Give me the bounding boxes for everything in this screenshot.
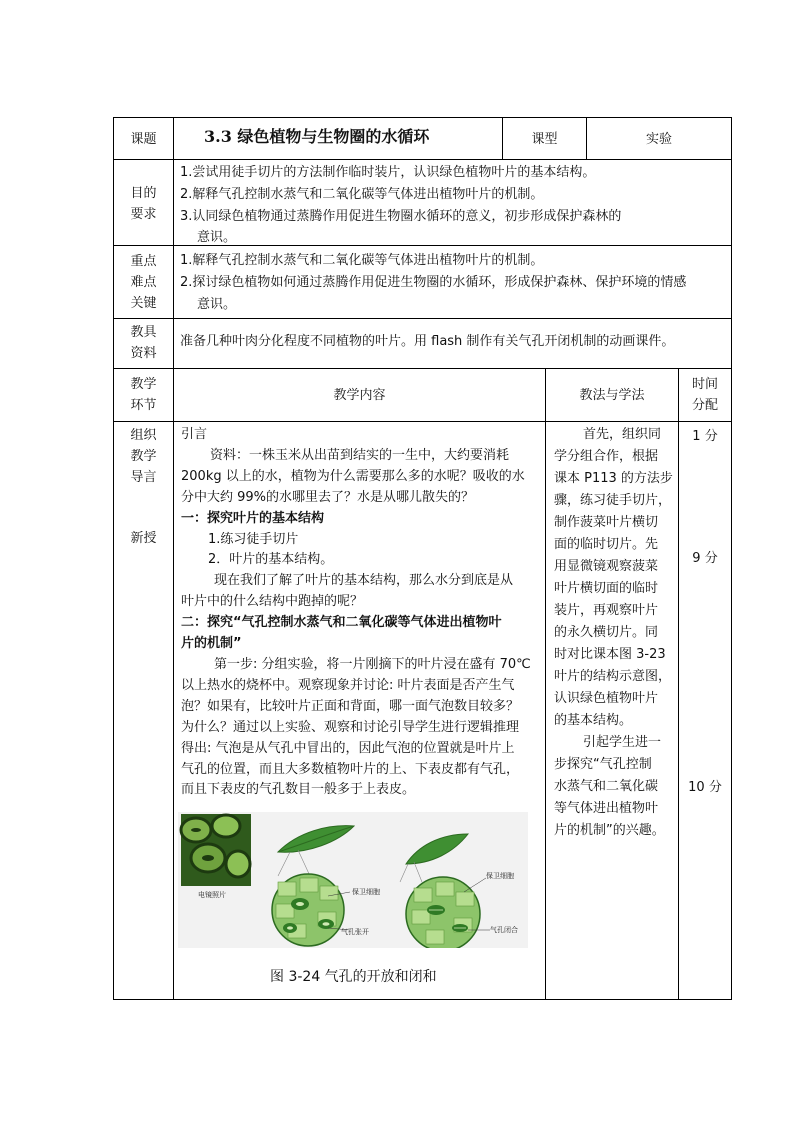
method-line: 装片，再观察叶片 — [554, 603, 659, 618]
step-line: 而且下表皮的气孔数目一般多于上表皮。 — [181, 782, 416, 797]
transition-line: 现在我们了解了叶片的基本结构，那么水分到底是从 — [214, 573, 514, 588]
stomata-figure — [178, 812, 528, 948]
figure-label-photo: 电镜照片 — [198, 891, 226, 899]
method-line: 的永久横切片。同 — [554, 625, 659, 640]
topic-label: 课题 — [130, 132, 157, 147]
col-section-header: 教学 环节 — [130, 377, 157, 413]
col-time-header: 时间 分配 — [691, 377, 718, 413]
method-line: 水蒸气和二氧化碳 — [554, 779, 659, 794]
keypoint-item: 2.探讨绿色植物如何通过蒸腾作用促进生物圈的水循环，形成保护森林、保护环境的情感 — [180, 275, 687, 290]
method-line: 面的临时切片。先 — [554, 537, 659, 552]
goal-item: 2.解释气孔控制水蒸气和二氧化碳等气体进出植物叶片的机制。 — [180, 187, 544, 202]
part1-item: 2．叶片的基本结构。 — [208, 552, 334, 567]
goal-item: 1.尝试用徒手切片的方法制作临时装片，认识绿色植物叶片的基本结构。 — [180, 165, 596, 180]
method-line: 用显微镜观察菠菜 — [554, 559, 659, 574]
method-line: 首先，组织同 — [583, 427, 662, 442]
time-value: 9 分 — [692, 551, 718, 566]
section-intro-label: 组织 教学 导言 — [130, 428, 157, 485]
intro-line: 分中大约 99%的水哪里去了？水是从哪儿散失的？ — [181, 490, 475, 505]
method-line: 步探究“气孔控制 — [554, 757, 652, 772]
part1-item: 1.练习徒手切片 — [208, 532, 299, 547]
figure-label-guard-cell-open: 保卫细胞 — [352, 888, 380, 896]
type-label: 课型 — [531, 132, 558, 147]
method-line: 片的机制”的兴趣。 — [554, 823, 665, 838]
method-line: 的基本结构。 — [554, 713, 633, 728]
keypoint-item: 意识。 — [197, 297, 237, 312]
section-new-label: 新授 — [130, 531, 157, 546]
intro-line: 资料：一株玉米从出苗到结实的一生中，大约要消耗 — [210, 448, 510, 463]
method-line: 等气体进出植物叶 — [554, 801, 659, 816]
type-value: 实验 — [645, 132, 672, 147]
col-content-header: 教学内容 — [333, 388, 386, 403]
method-line: 叶片的结构示意图， — [554, 669, 672, 684]
method-line: 引起学生进一 — [583, 735, 662, 750]
method-line: 认识绿色植物叶片 — [554, 691, 659, 706]
part2-heading: 二：探究“气孔控制水蒸气和二氧化碳等气体进出植物叶 — [181, 615, 502, 630]
part2-heading: 片的机制” — [181, 636, 242, 651]
figure-label-stoma-closed: 气孔闭合 — [490, 926, 518, 934]
intro-heading: 引言 — [181, 427, 208, 442]
goal-item: 意识。 — [197, 230, 237, 245]
keypoints-label: 重点 难点 关键 — [130, 254, 157, 311]
lesson-title: 3.3 绿色植物与生物圈的水循环 — [204, 127, 430, 146]
micrograph-photo — [181, 814, 251, 886]
goals-label: 目的 要求 — [130, 186, 157, 222]
method-line: 叶片横切面的临时 — [554, 581, 659, 596]
materials-text: 准备几种叶肉分化程度不同植物的叶片。用 flash 制作有关气孔开闭机制的动画课件。 — [180, 334, 675, 349]
figure-label-guard-cell-closed: 保卫细胞 — [486, 872, 514, 880]
goal-item: 3.认同绿色植物通过蒸腾作用促进生物圈水循环的意义，初步形成保护森林的 — [180, 209, 622, 224]
method-line: 课本 P113 的方法步 — [554, 471, 673, 486]
time-value: 10 分 — [688, 780, 722, 795]
figure-caption: 图 3-24 气孔的开放和闭和 — [270, 969, 437, 985]
figure-label-stoma-open: 气孔张开 — [341, 928, 369, 936]
transition-line: 叶片中的什么结构中跑掉的呢？ — [181, 594, 364, 609]
step-line: 泡？如果有，比较叶片正面和背面，哪一面气泡数目较多？ — [181, 699, 520, 714]
method-line: 学分组合作，根据 — [554, 449, 659, 464]
intro-line: 200kg 以上的水，植物为什么需要那么多的水呢？吸收的水 — [181, 469, 525, 484]
step-line: 得出: 气泡是从气孔中冒出的，因此气泡的位置就是叶片上 — [181, 741, 515, 756]
step-line: 气孔的位置，而且大多数植物叶片的上、下表皮都有气孔， — [181, 762, 520, 777]
method-line: 骤，练习徒手切片， — [554, 493, 672, 508]
part1-heading: 一：探究叶片的基本结构 — [181, 511, 325, 526]
method-line: 时对比课本图 3-23 — [554, 647, 666, 662]
materials-label: 教具 资料 — [130, 325, 157, 361]
step-line: 为什么？通过以上实验、观察和讨论引导学生进行逻辑推理 — [181, 720, 520, 735]
time-value: 1 分 — [692, 429, 718, 444]
step-line: 以上热水的烧杯中。观察现象并讨论: 叶片表面是否产生气 — [181, 678, 515, 693]
step-line: 第一步: 分组实验，将一片刚摘下的叶片浸在盛有 70℃ — [214, 657, 531, 672]
method-line: 制作菠菜叶片横切 — [554, 515, 659, 530]
keypoint-item: 1.解释气孔控制水蒸气和二氧化碳等气体进出植物叶片的机制。 — [180, 253, 544, 268]
col-method-header: 教法与学法 — [579, 388, 645, 403]
